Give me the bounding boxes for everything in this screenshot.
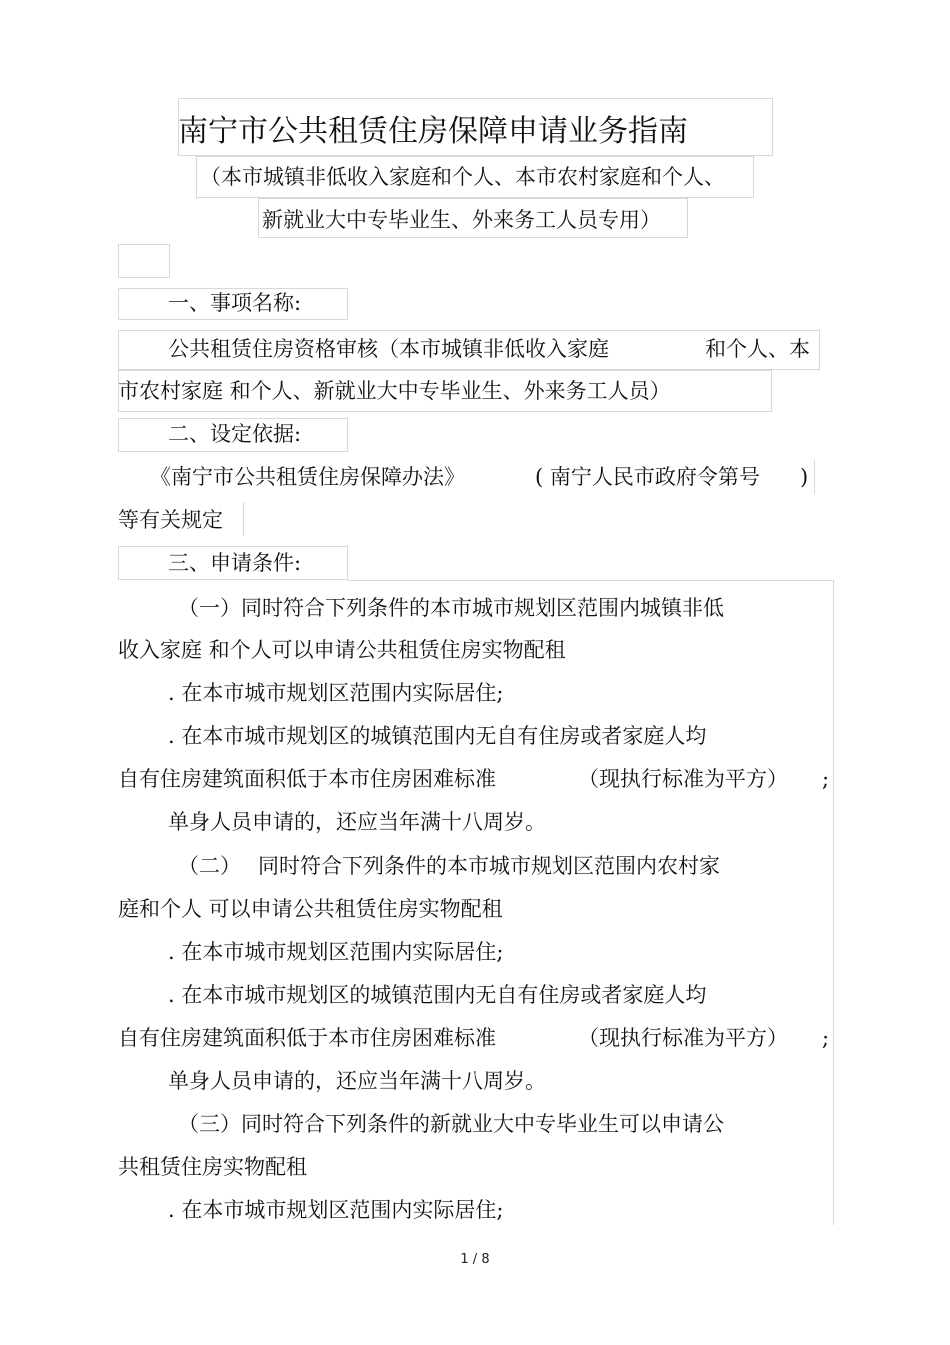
- condition-2-item-2-line-2b: （现执行标准为平方）: [578, 1026, 788, 1050]
- page-subtitle-line-1: （本市城镇非低收入家庭和个人、本市农村家庭和个人、: [200, 165, 725, 189]
- empty-frame: [118, 244, 170, 278]
- condition-2-line-1a: （二）: [178, 854, 241, 878]
- condition-1-item-1: . 在本市城市规划区范围内实际居住;: [168, 681, 504, 705]
- conditions-right-rule: [833, 580, 834, 1225]
- basis-short-rule: [243, 502, 244, 536]
- condition-1-item-3: 单身人员申请的，还应当年满十八周岁。: [168, 810, 546, 834]
- condition-2-item-3: 单身人员申请的，还应当年满十八周岁。: [168, 1069, 546, 1093]
- section-heading-conditions: 三、申请条件:: [168, 551, 302, 575]
- conditions-top-rule: [348, 580, 833, 581]
- condition-1-item-2-line-1: . 在本市城市规划区的城镇范围内无自有住房或者家庭人均: [168, 724, 707, 748]
- item-name-text-1a: 公共租赁住房资格审核（本市城镇非低收入家庭: [168, 337, 609, 361]
- condition-2-line-2: 庭和个人 可以申请公共租赁住房实物配租: [118, 897, 503, 921]
- basis-right-rule: [814, 460, 815, 494]
- page-title: 南宁市公共租赁住房保障申请业务指南: [178, 114, 688, 149]
- condition-1-line-1: （一）同时符合下列条件的本市城市规划区范围内城镇非低: [178, 596, 724, 620]
- basis-text-1b: ( 南宁人民市政府令第号: [535, 465, 760, 489]
- condition-3-item-1: . 在本市城市规划区范围内实际居住;: [168, 1198, 504, 1222]
- condition-1-item-2-line-2b: （现执行标准为平方）: [578, 767, 788, 791]
- condition-3-line-1: （三）同时符合下列条件的新就业大中专毕业生可以申请公: [178, 1112, 724, 1136]
- item-name-text-1b: 和个人、本: [705, 337, 810, 361]
- page-subtitle-line-2: 新就业大中专毕业生、外来务工人员专用）: [262, 208, 661, 232]
- section-heading-basis: 二、设定依据:: [168, 422, 302, 446]
- condition-2-item-2-line-2c: ;: [822, 1026, 830, 1050]
- condition-1-line-2: 收入家庭 和个人可以申请公共租赁住房实物配租: [118, 638, 566, 662]
- basis-text-2: 等有关规定: [118, 508, 223, 532]
- condition-2-line-1b: 同时符合下列条件的本市城市规划区范围内农村家: [258, 854, 720, 878]
- basis-text-1c: ): [800, 465, 809, 489]
- condition-1-item-2-line-2a: 自有住房建筑面积低于本市住房困难标准: [118, 767, 496, 791]
- condition-3-line-2: 共租赁住房实物配租: [118, 1155, 307, 1179]
- condition-2-item-1: . 在本市城市规划区范围内实际居住;: [168, 940, 504, 964]
- page-indicator: 1 / 8: [460, 1252, 490, 1267]
- item-name-text-2: 市农村家庭 和个人、新就业大中专毕业生、外来务工人员）: [118, 379, 671, 403]
- condition-1-item-2-line-2c: ;: [822, 767, 830, 791]
- condition-2-item-2-line-1: . 在本市城市规划区的城镇范围内无自有住房或者家庭人均: [168, 983, 707, 1007]
- condition-2-item-2-line-2a: 自有住房建筑面积低于本市住房困难标准: [118, 1026, 496, 1050]
- section-heading-item-name: 一、事项名称:: [168, 291, 302, 315]
- basis-text-1a: 《南宁市公共租赁住房保障办法》: [150, 465, 465, 489]
